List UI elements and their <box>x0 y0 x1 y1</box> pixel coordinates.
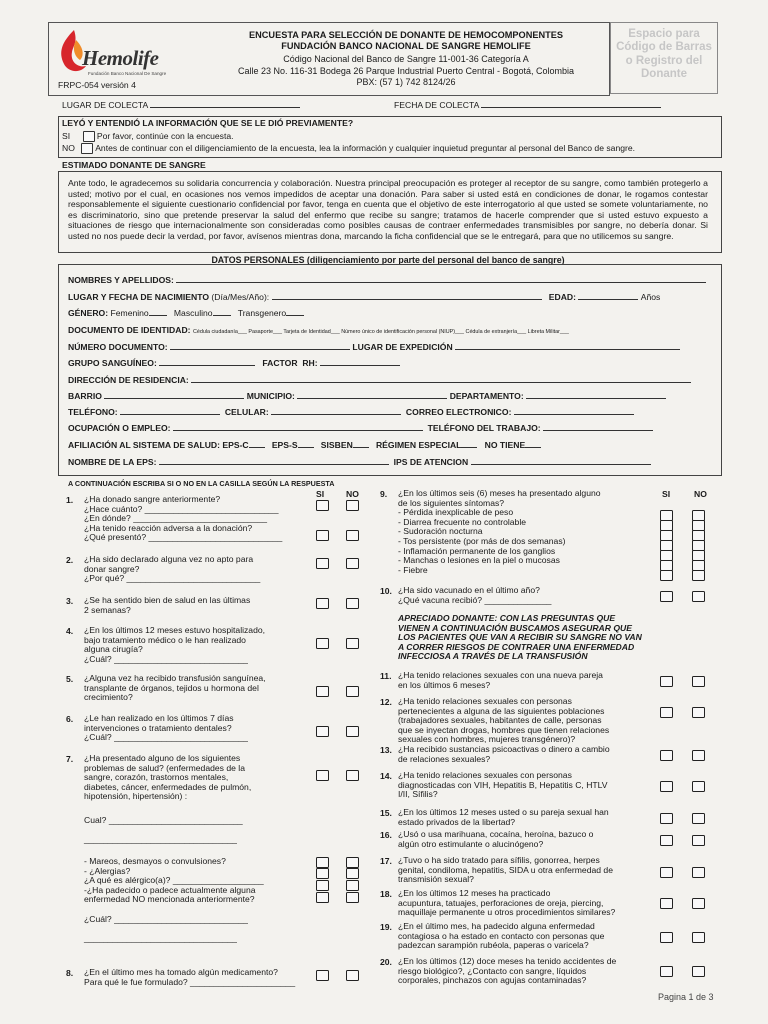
right-question-line: genital, condiloma, hepatitis, SIDA u otra enfermedad de <box>398 864 613 875</box>
left-answer-no-checkbox[interactable] <box>346 868 359 879</box>
right-answer-si-checkbox[interactable] <box>660 707 673 718</box>
left-question-line: diabetes, cáncer, enfermedades de pulmón, <box>84 781 252 792</box>
eps-row[interactable] <box>68 457 651 467</box>
numero-row[interactable] <box>68 342 680 352</box>
barrio-row[interactable] <box>68 391 666 401</box>
right-question-number: 13. <box>380 745 392 755</box>
left-answer-si-checkbox[interactable] <box>316 970 329 981</box>
telefono-row[interactable] <box>68 407 634 417</box>
right-question-line: I/II, Sífilis? <box>398 789 438 800</box>
celular-label: CELULAR: <box>224 407 269 417</box>
left-answer-si-checkbox[interactable] <box>316 726 329 737</box>
numero-label: NÚMERO DOCUMENTO: <box>68 342 168 352</box>
left-question-line: Para qué le fue formulado? ______________________ <box>84 976 296 987</box>
right-answer-no-checkbox[interactable] <box>692 813 705 824</box>
right-question-number: 18. <box>380 889 392 899</box>
left-question-line: bajo tratamiento médico o le han realizado <box>84 634 246 645</box>
estimado-title: ESTIMADO DONANTE DE SANGRE <box>62 160 206 170</box>
info-no-checkbox[interactable] <box>81 143 93 154</box>
lugar-expedicion-label: LUGAR DE EXPEDICIÓN <box>352 342 453 352</box>
right-question-number: 16. <box>380 830 392 840</box>
left-question-line: ¿Cuál? ____________________________ <box>84 913 248 924</box>
instructions: A CONTINUACIÓN ESCRIBA SI O NO EN LA CASILLA SEGÚN LA RESPUESTA <box>68 479 335 488</box>
nombres-row[interactable] <box>68 275 706 285</box>
right-question-line: APRECIADO DONANTE: CON LAS PREGUNTAS QUE <box>398 613 616 623</box>
left-question-line: ¿Se ha sentido bien de salud en las últimas <box>84 595 251 605</box>
ips-label: IPS DE ATENCION <box>393 457 469 467</box>
right-answer-si-checkbox[interactable] <box>660 898 673 909</box>
grupo-row[interactable] <box>68 358 400 368</box>
right-question-line: contagiosa o ha estado en contacto con personas que <box>398 930 605 941</box>
nacimiento-format: (Día/Mes/Año): <box>211 292 270 302</box>
left-question-number: 7. <box>66 754 74 764</box>
right-question-number: 15. <box>380 808 392 818</box>
header-code: Código Nacional del Banco de Sangre 11-001-36 Categoría A <box>283 54 529 64</box>
left-answer-si-checkbox[interactable] <box>316 880 329 891</box>
left-question-line: - Mareos, desmayos o convulsiones? <box>84 856 226 866</box>
right-answer-no-checkbox[interactable] <box>692 898 705 909</box>
right-question-number: 10. <box>380 586 392 596</box>
left-answer-no-checkbox[interactable] <box>346 857 359 868</box>
right-question-line: INFECCIOSA A TRAVÉS DE LA TRANSFUSIÓN <box>398 651 588 662</box>
ocupacion-row[interactable] <box>68 423 653 433</box>
right-answer-si-checkbox[interactable] <box>660 932 673 943</box>
left-answer-no-checkbox[interactable] <box>346 686 359 697</box>
left-question-line: problemas de salud? (enfermedades de la <box>84 762 245 773</box>
left-question-line: crecimiento? <box>84 692 133 703</box>
right-question-line: - Sudoración nocturna <box>398 526 483 537</box>
left-answer-no-checkbox[interactable] <box>346 880 359 891</box>
left-question-line: ¿Le han realizado en los últimos 7 días <box>84 713 234 723</box>
left-question-line: intervenciones o tratamiento dentales? <box>84 722 232 733</box>
departamento-label: DEPARTAMENTO: <box>449 391 524 401</box>
right-question-line: ¿Ha recibido sustancias psicoactivas o dinero a cambio <box>398 744 610 754</box>
left-question-number: 2. <box>66 555 74 565</box>
right-answer-si-checkbox[interactable] <box>660 867 673 878</box>
left-answer-si-checkbox[interactable] <box>316 638 329 649</box>
left-answer-no-checkbox[interactable] <box>346 726 359 737</box>
right-question-line: - Inflamación permanente de los ganglios <box>398 545 556 556</box>
left-question-line: ________________________________ <box>84 834 237 845</box>
right-answer-no-checkbox[interactable] <box>692 781 705 792</box>
right-question-number: 14. <box>380 771 392 781</box>
ocupacion-label: OCUPACIÓN O EMPLEO: <box>68 423 171 433</box>
info-si-checkbox[interactable] <box>83 131 95 142</box>
left-answer-no-checkbox[interactable] <box>346 530 359 541</box>
right-question-line: de los siguientes síntomas? <box>398 497 505 508</box>
afiliacion-row[interactable] <box>68 440 541 450</box>
left-question-line: Cual? ____________________________ <box>84 815 243 825</box>
right-answer-no-checkbox[interactable] <box>692 750 705 761</box>
right-question-line: - Pérdida inexplicable de peso <box>398 507 514 518</box>
right-answer-no-checkbox[interactable] <box>692 932 705 943</box>
right-question-line: ¿Tuvo o ha sido tratado para sífilis, gonorrea, herpes <box>398 855 600 865</box>
genero-label: GÉNERO: <box>68 308 109 318</box>
col-no-left: NO <box>346 489 359 499</box>
right-answer-no-checkbox[interactable] <box>692 966 705 977</box>
right-question-line: ¿En los últimos seis (6) meses ha presentado alguno <box>398 488 601 498</box>
datos-title: DATOS PERSONALES (diligenciamiento por parte del personal del banco de sangre) <box>211 255 565 265</box>
left-answer-no-checkbox[interactable] <box>346 970 359 981</box>
left-question-line: - ¿Alergias? <box>84 865 131 876</box>
left-answer-no-checkbox[interactable] <box>346 500 359 511</box>
left-question-line: sangre, corazón, trastornos mentales, <box>84 772 229 783</box>
nombres-label: NOMBRES Y APELLIDOS: <box>68 275 174 285</box>
right-answer-si-checkbox[interactable] <box>660 813 673 824</box>
right-question-line: ¿En los últimos 12 meses ha practicado <box>398 888 551 898</box>
left-question-line: 2 semanas? <box>84 604 131 615</box>
right-question-line: diagnosticadas con VIH, Hepatitis B, Hepatitis C, HTLV <box>398 779 608 790</box>
header-phone: PBX: (57 1) 742 8124/26 <box>356 77 456 87</box>
col-si-left: SI <box>316 489 325 499</box>
femenino-option: Femenino <box>110 308 149 318</box>
right-answer-si-checkbox[interactable] <box>660 591 673 602</box>
direccion-row[interactable] <box>68 375 691 385</box>
right-answer-si-checkbox[interactable] <box>660 781 673 792</box>
right-question-line: ¿En el último mes, ha padecido alguna enfermedad <box>398 921 595 931</box>
right-question-line: ¿Ha sido vacunado en el último año? <box>398 585 540 595</box>
right-question-line: VIENEN A CONTINUACIÓN BUSCAMOS ASEGURAR QUE <box>398 622 632 633</box>
rh-label: RH: <box>302 358 318 368</box>
right-answer-no-checkbox[interactable] <box>692 591 705 602</box>
right-question-line: corporales, pinchazos con agujas contaminadas? <box>398 975 587 986</box>
eps-s-label: EPS-S <box>271 440 298 450</box>
fecha-colecta-field[interactable] <box>394 100 661 110</box>
edad-label: EDAD: <box>548 292 576 302</box>
right-question-number: 9. <box>380 489 388 499</box>
info-no-text: Antes de continuar con el diligenciamiento de la encuesta, lea la información y cualquier inquietud preguntar al personal del Banco de sangre. <box>95 143 636 153</box>
left-answer-si-checkbox[interactable] <box>316 558 329 569</box>
info-no-row <box>62 143 635 154</box>
right-question-line: pertenecientes a alguna de las siguientes poblaciones <box>398 705 605 716</box>
left-question-line: ¿A qué es alérgico(a)? ___________________ <box>84 875 264 886</box>
right-question-line: que se inyectan drogas, hombres que tienen relaciones <box>398 724 610 735</box>
right-question-line: ¿Ha tenido relaciones sexuales con personas <box>398 696 572 706</box>
right-answer-no-checkbox[interactable] <box>692 570 705 581</box>
right-question-line: - Fiebre <box>398 564 428 575</box>
left-answer-si-checkbox[interactable] <box>316 770 329 781</box>
info-question: LEYÓ Y ENTENDIÓ LA INFORMACIÓN QUE SE LE DIÓ PREVIAMENTE? <box>62 118 354 128</box>
logo-text: Hemolife <box>82 46 159 70</box>
telefono-label: TELÉFONO: <box>68 407 118 417</box>
right-answer-si-checkbox[interactable] <box>660 966 673 977</box>
left-answer-no-checkbox[interactable] <box>346 638 359 649</box>
right-question-line: ¿Ha tenido relaciones sexuales con una nueva pareja <box>398 670 603 680</box>
direccion-label: DIRECCIÓN DE RESIDENCIA: <box>68 375 189 385</box>
left-answer-si-checkbox[interactable] <box>316 598 329 609</box>
left-answer-si-checkbox[interactable] <box>316 686 329 697</box>
right-question-number: 19. <box>380 922 392 932</box>
left-answer-no-checkbox[interactable] <box>346 770 359 781</box>
left-question-line: ¿En los últimos 12 meses estuvo hospitalizado, <box>84 625 266 635</box>
left-question-line: ¿Ha presentado alguno de los siguientes <box>84 753 241 763</box>
right-question-line: (trabajadores sexuales, habitantes de calle, personas <box>398 715 602 726</box>
col-si-right: SI <box>662 489 671 499</box>
info-no-label: NO <box>62 143 75 153</box>
documento-types: Cédula ciudadanía___ Pasaporte___ Tarjeta de Identidad___ Número único de identificación personal (NIUP)___ Cédula de extranjería___ Libreta Militar___ <box>192 329 569 335</box>
right-question-number: 11. <box>380 671 392 681</box>
left-question-line: alguna cirugía? <box>84 644 143 655</box>
right-question-line: estado privados de la libertad? <box>398 816 516 827</box>
left-question-number: 4. <box>66 626 74 636</box>
right-question-line: - Diarrea frecuente no controlable <box>398 516 527 527</box>
barcode-space: Espacio para Código de Barras o Registro del Donante <box>610 22 718 94</box>
nombre-eps-label: NOMBRE DE LA EPS: <box>68 457 157 467</box>
left-answer-si-checkbox[interactable] <box>316 530 329 541</box>
left-question-line: donar sangre? <box>84 563 140 574</box>
left-answer-si-checkbox[interactable] <box>316 868 329 879</box>
barrio-label: BARRIO <box>68 391 102 401</box>
right-answer-no-checkbox[interactable] <box>692 707 705 718</box>
left-question-line: ¿Ha donado sangre anteriormente? <box>84 494 221 504</box>
right-question-line: en los últimos 6 meses? <box>398 679 491 690</box>
info-si-text: Por favor, continúe con la encuesta. <box>96 131 234 141</box>
right-question-line: A CORRER RIESGOS DE CONTRAER UNA ENFERMEDAD <box>398 641 635 652</box>
right-question-line: - Tos persistente (por más de dos semanas) <box>398 536 566 546</box>
left-question-line: ¿Ha tenido reacción adversa a la donación? <box>84 522 253 533</box>
left-question-line: ¿En el último mes ha tomado algún medicamento? <box>84 967 278 977</box>
logo <box>54 26 204 82</box>
form-code: FRPC-054 versión 4 <box>58 80 136 90</box>
right-question-line: LOS PACIENTES QUE VAN A RECIBIR SU SANGRE NO VAN <box>398 632 642 643</box>
header-title-line1: ENCUESTA PARA SELECCIÓN DE DONANTE DE HEMOCOMPONENTES <box>249 30 563 40</box>
no-tiene-label: NO TIENE <box>484 440 526 450</box>
right-question-line: ¿Qué vacuna recibió? ______________ <box>398 594 552 605</box>
left-answer-si-checkbox[interactable] <box>316 500 329 511</box>
tel-trabajo-label: TELÉFONO DEL TRABAJO: <box>427 423 541 433</box>
right-question-line: acupuntura, tatuajes, perforaciones de oreja, piercing, <box>398 897 604 908</box>
left-question-number: 1. <box>66 495 74 505</box>
col-no-right: NO <box>694 489 707 499</box>
correo-label: CORREO ELECTRONICO: <box>405 407 512 417</box>
municipio-label: MUNICIPIO: <box>246 391 295 401</box>
left-question-line: ¿Cuál? ____________________________ <box>84 653 248 664</box>
right-question-line: algún otro estimulante o alucinógeno? <box>398 838 544 849</box>
logo-subtext: Fundación Banco Nacional De Sangre <box>88 71 167 76</box>
left-question-line: transplante de órganos, tejidos u hormona del <box>84 682 259 693</box>
left-question-number: 8. <box>66 968 74 978</box>
fecha-colecta-label: FECHA DE COLECTA <box>394 100 479 110</box>
left-answer-no-checkbox[interactable] <box>346 892 359 903</box>
left-answer-si-checkbox[interactable] <box>316 892 329 903</box>
right-question-line: riesgo biológico?, ¿Contacto con sangre, líquidos <box>398 965 587 976</box>
page-number: Pagina 1 de 3 <box>658 992 714 1002</box>
right-question-number: 12. <box>380 697 392 707</box>
right-question-line: ¿En los últimos (12) doce meses ha tenido accidentes de <box>398 956 617 966</box>
left-question-line: -¿Ha padecido o padece actualmente alguna <box>84 884 256 895</box>
nacimiento-label: LUGAR Y FECHA DE NACIMIENTO <box>68 292 210 302</box>
sisben-label: SISBEN <box>320 440 353 450</box>
left-question-line: ¿Alguna vez ha recibido transfusión sanguínea, <box>84 673 266 683</box>
right-question-line: ¿En los últimos 12 meses usted o su pareja sexual han <box>398 807 609 817</box>
right-question-line: sexuales con hombres, mujeres transgénero)? <box>398 734 576 745</box>
right-question-line: transmisión sexual? <box>398 874 474 885</box>
estimado-text: Ante todo, le agradecemos su solidaria concurrencia y colaboración. Nuestra principal preocupación es proteger al receptor de su sangre, como también protegerlo a usted; motivo por el cual, en ocasiones nos vemos impedidos de aceptar una donación. Para saber si usted está en condiciones de donar, le rogamos contestar responsablemente el siguiente cuestionario confidencial por favor, tenga en cuenta que el objetivo de este interrogatorio al que usted se somete voluntariamente, no es discriminatorio, sino que pretende preservar la salud del enfermo que recibe su sangre; tratamos de hacerle comprender que si usted estuvo expuesto a situaciones de riesgo que internacionalmente son consideradas como posibles causas de contraer enfermedades transmisibles por sangre, no debería donar. Si usted no nos puede decir la verdad, por favor, avísenos mientras dona, marcando la ficha confidencial que se le entregará, para que no utilicemos su sangre. <box>68 178 708 241</box>
left-question-line: enfermedad NO mencionada anteriormente? <box>84 894 255 905</box>
right-answer-no-checkbox[interactable] <box>692 676 705 687</box>
header-title <box>206 30 606 52</box>
documento-row[interactable] <box>68 325 569 335</box>
left-question-line: ¿Hace cuánto? ____________________________ <box>84 503 279 514</box>
transgenero-option: Transgenero <box>237 308 287 318</box>
lugar-colecta-field[interactable] <box>62 100 300 110</box>
afiliacion-label: AFILIACIÓN AL SISTEMA DE SALUD: EPS-C <box>68 440 249 450</box>
right-question-line: maquillaje permanente u otros procedimientos similares? <box>398 907 616 918</box>
right-question-line: ¿Ha tenido relaciones sexuales con personas <box>398 770 572 780</box>
left-question-line: ¿Cuál? ____________________________ <box>84 732 248 743</box>
regimen-label: RÉGIMEN ESPECIAL <box>375 440 462 450</box>
right-question-line: - Manchas o lesiones en la piel o mucosas <box>398 555 560 566</box>
left-question-line: ¿Qué presentó? ____________________________ <box>84 532 283 543</box>
right-answer-no-checkbox[interactable] <box>692 867 705 878</box>
left-question-line: ________________________________ <box>84 932 237 943</box>
right-question-line: padezcan sarampión rubéola, paperas o varicela? <box>398 940 589 951</box>
right-question-number: 20. <box>380 957 392 967</box>
left-question-line: ¿En dónde? ____________________________ <box>84 513 268 524</box>
left-answer-no-checkbox[interactable] <box>346 598 359 609</box>
right-answer-si-checkbox[interactable] <box>660 570 673 581</box>
grupo-label: GRUPO SANGUÍNEO: <box>68 358 157 368</box>
genero-row[interactable] <box>68 308 304 318</box>
left-question-number: 3. <box>66 596 74 606</box>
anos-label: Años <box>640 292 661 302</box>
right-answer-si-checkbox[interactable] <box>660 835 673 846</box>
right-answer-si-checkbox[interactable] <box>660 750 673 761</box>
left-question-line: ¿Ha sido declarado alguna vez no apto para <box>84 554 254 564</box>
left-answer-si-checkbox[interactable] <box>316 857 329 868</box>
left-question-line: hipotensión, hipertensión) : <box>84 791 188 802</box>
left-question-number: 5. <box>66 674 74 684</box>
masculino-option: Masculino <box>173 308 213 318</box>
nacimiento-row[interactable] <box>68 292 660 302</box>
left-question-line: ¿Por qué? ____________________________ <box>84 573 261 584</box>
info-si-row <box>62 131 234 142</box>
lugar-colecta-label: LUGAR DE COLECTA <box>62 100 148 110</box>
right-answer-si-checkbox[interactable] <box>660 676 673 687</box>
header-address: Calle 23 No. 116-31 Bodega 26 Parque Industrial Puerto Central - Bogotá, Colombia <box>237 66 575 76</box>
factor-label: FACTOR <box>262 358 298 368</box>
header-title-line2: FUNDACIÓN BANCO NACIONAL DE SANGRE HEMOLIFE <box>281 41 531 51</box>
right-question-line: ¿Usó o usa marihuana, cocaína, heroína, bazuco o <box>398 829 594 839</box>
right-answer-no-checkbox[interactable] <box>692 835 705 846</box>
left-question-number: 6. <box>66 714 74 724</box>
right-question-line: de relaciones sexuales? <box>398 753 491 764</box>
documento-label: DOCUMENTO DE IDENTIDAD: <box>68 325 191 335</box>
info-si-label: SI <box>62 131 71 141</box>
left-answer-no-checkbox[interactable] <box>346 558 359 569</box>
right-question-number: 17. <box>380 856 392 866</box>
